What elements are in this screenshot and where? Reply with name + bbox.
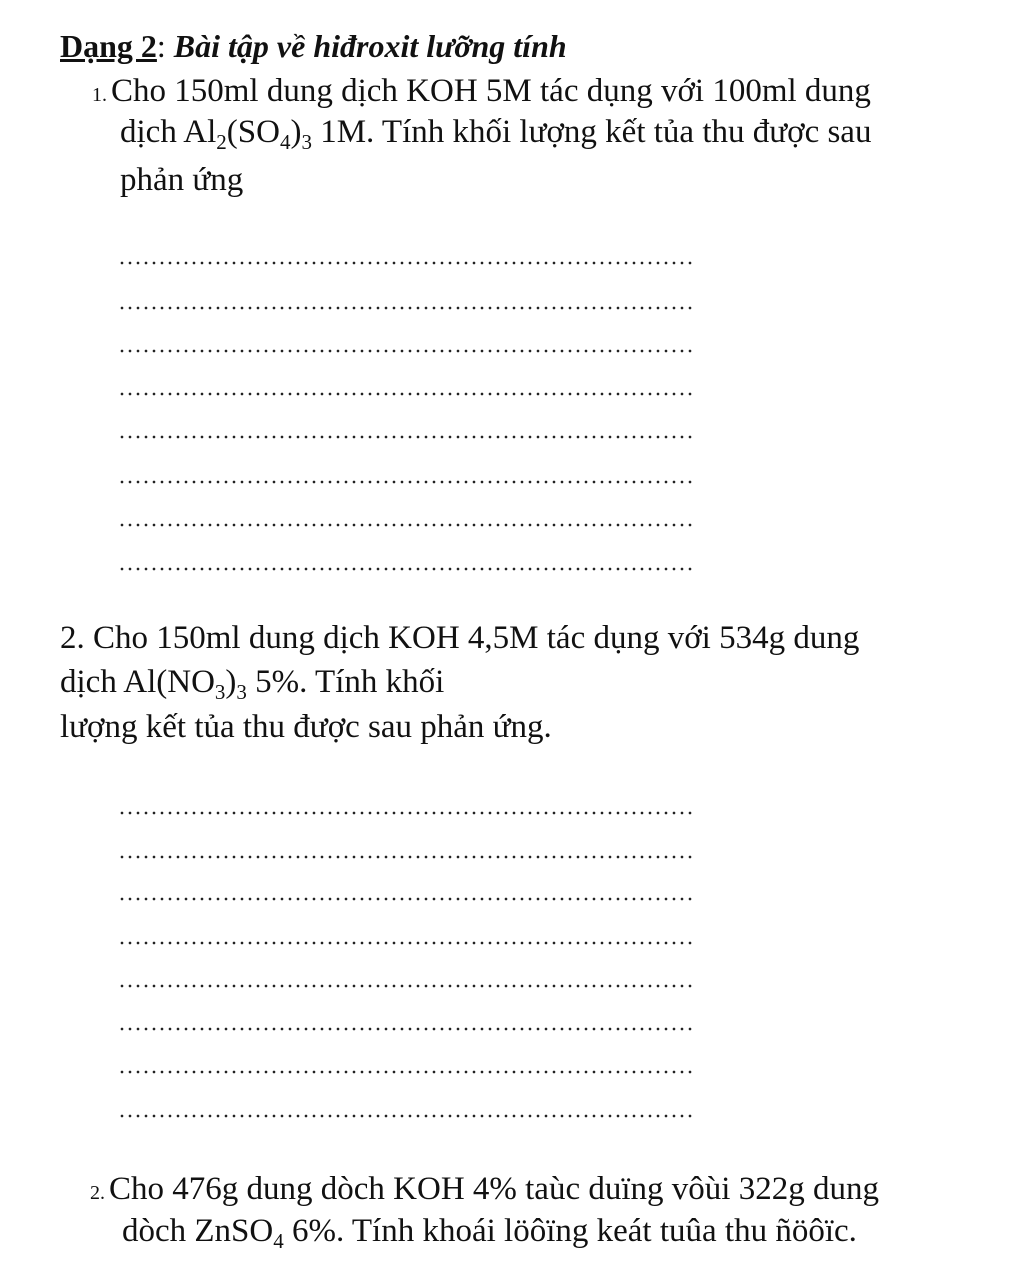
q1-number: 1. [92, 84, 107, 106]
q3-sub1: 4 [273, 1229, 284, 1253]
q1-text1: Cho 150ml dung dịch KOH 5M tác dụng với 100ml dung [111, 73, 871, 109]
q1-sub1: 2 [216, 130, 227, 154]
q2-line1: 2. Cho 150ml dung dịch KOH 4,5M tác dụng với 534g dung [60, 620, 860, 656]
q1-text2d: 1M. Tính khối lượng kết tủa thu được sau [311, 114, 872, 150]
answer-line [118, 392, 693, 396]
heading-colon: : [156, 28, 174, 64]
q1-line2 [120, 112, 871, 152]
answer-line [118, 435, 693, 439]
q2-line3: lượng kết tủa thu được sau phản ứng. [60, 709, 552, 745]
q1-text2c: ) [290, 114, 302, 150]
q2-text2a: dịch Al(NO [60, 664, 215, 700]
answer-line [118, 306, 693, 310]
answer-line [118, 1027, 693, 1031]
q3-text2a: dòch ZnSO [122, 1213, 274, 1249]
answer-line [118, 261, 693, 265]
section-tag: Dạng 2 [60, 28, 157, 64]
answer-line [118, 1114, 693, 1118]
answer-line [118, 567, 693, 571]
answer-line [118, 480, 693, 484]
q3-line2 [122, 1211, 857, 1251]
answer-line [118, 941, 693, 945]
q2-sub2: 3 [236, 680, 247, 704]
section-heading [60, 26, 567, 66]
q1-sub3: 3 [301, 130, 312, 154]
section-title: Bài tập về hiđroxit lưỡng tính [173, 28, 567, 64]
answer-line [118, 897, 693, 901]
q1-line3: phản ứng [120, 162, 244, 198]
answer-line [118, 523, 693, 527]
q2-sub1: 3 [214, 680, 226, 704]
q1-sub2: 4 [279, 130, 291, 154]
q2-text2c: 5%. Tính khối [246, 664, 445, 700]
q3-text2b: 6%. Tính khoái löôïng keát tuûa thu ñöôïc. [283, 1213, 857, 1249]
answer-line [118, 1070, 693, 1074]
q1-text2b: (SO [226, 114, 280, 150]
q3-number: 2. [90, 1182, 105, 1204]
q3-line1 [90, 1169, 879, 1213]
q2-line2 [60, 662, 444, 702]
q1-text2a: dịch Al [120, 114, 217, 150]
answer-line [118, 855, 693, 859]
q1-line1 [92, 71, 871, 115]
answer-line [118, 811, 693, 815]
answer-line [118, 349, 693, 353]
q3-text1: Cho 476g dung dòch KOH 4% taùc duïng vôùi 322g dung [109, 1171, 879, 1207]
answer-line [118, 984, 693, 988]
q2-text2b: ) [225, 664, 237, 700]
